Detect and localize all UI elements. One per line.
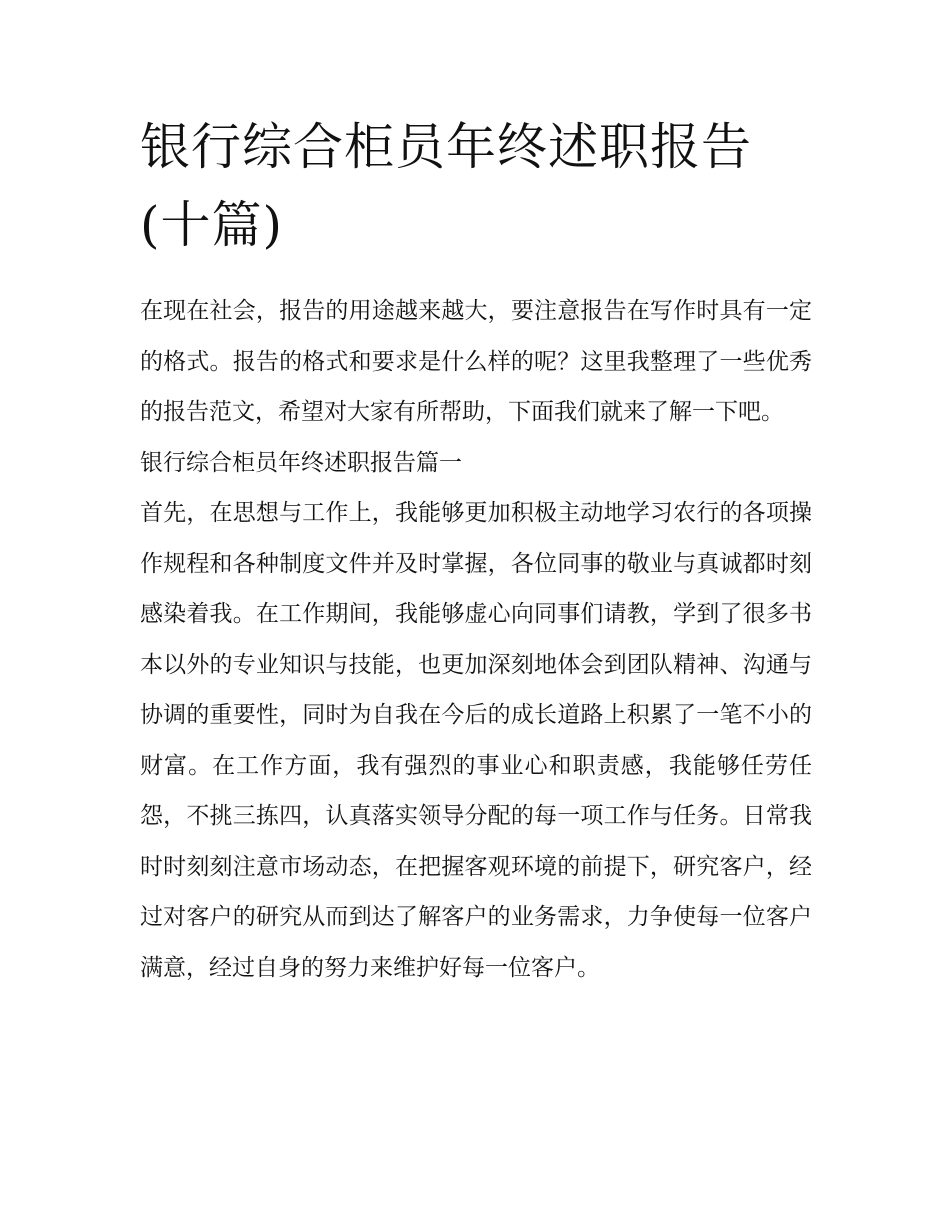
- document-page: [140, 108, 812, 993]
- body-paragraph: 首先，在思想与工作上，我能够更加积极主动地学习农行的各项操作规程和各种制度文件并及时掌握，各位同事的敬业与真诚都时刻感染着我。在工作期间，我能够虚心向同事们请教，学到了很多书本以外的专业知识与技能，也更加深刻地体会到团队精神、沟通与协调的重要性，同时为自我在今后的成长道路上积累了一笔不小的财富。在工作方面，我有强烈的事业心和职责感，我能够任劳任怨，不挑三拣四，认真落实领导分配的每一项工作与任务。日常我时时刻刻注意市场动态，在把握客观环境的前提下，研究客户，经过对客户的研究从而到达了解客户的业务需求，力争使每一位客户满意，经过自身的努力来维护好每一位客户。: [140, 500, 812, 981]
- section-heading: 银行综合柜员年终述职报告篇一: [140, 449, 462, 476]
- intro-paragraph: 在现在社会，报告的用途越来越大，要注意报告在写作时具有一定的格式。报告的格式和要求是什么样的呢？这里我整理了一些优秀的报告范文，希望对大家有所帮助，下面我们就来了解一下吧。: [140, 298, 812, 425]
- document-title: 银行综合柜员年终述职报告(十篇): [140, 118, 752, 254]
- document-body: [140, 286, 812, 993]
